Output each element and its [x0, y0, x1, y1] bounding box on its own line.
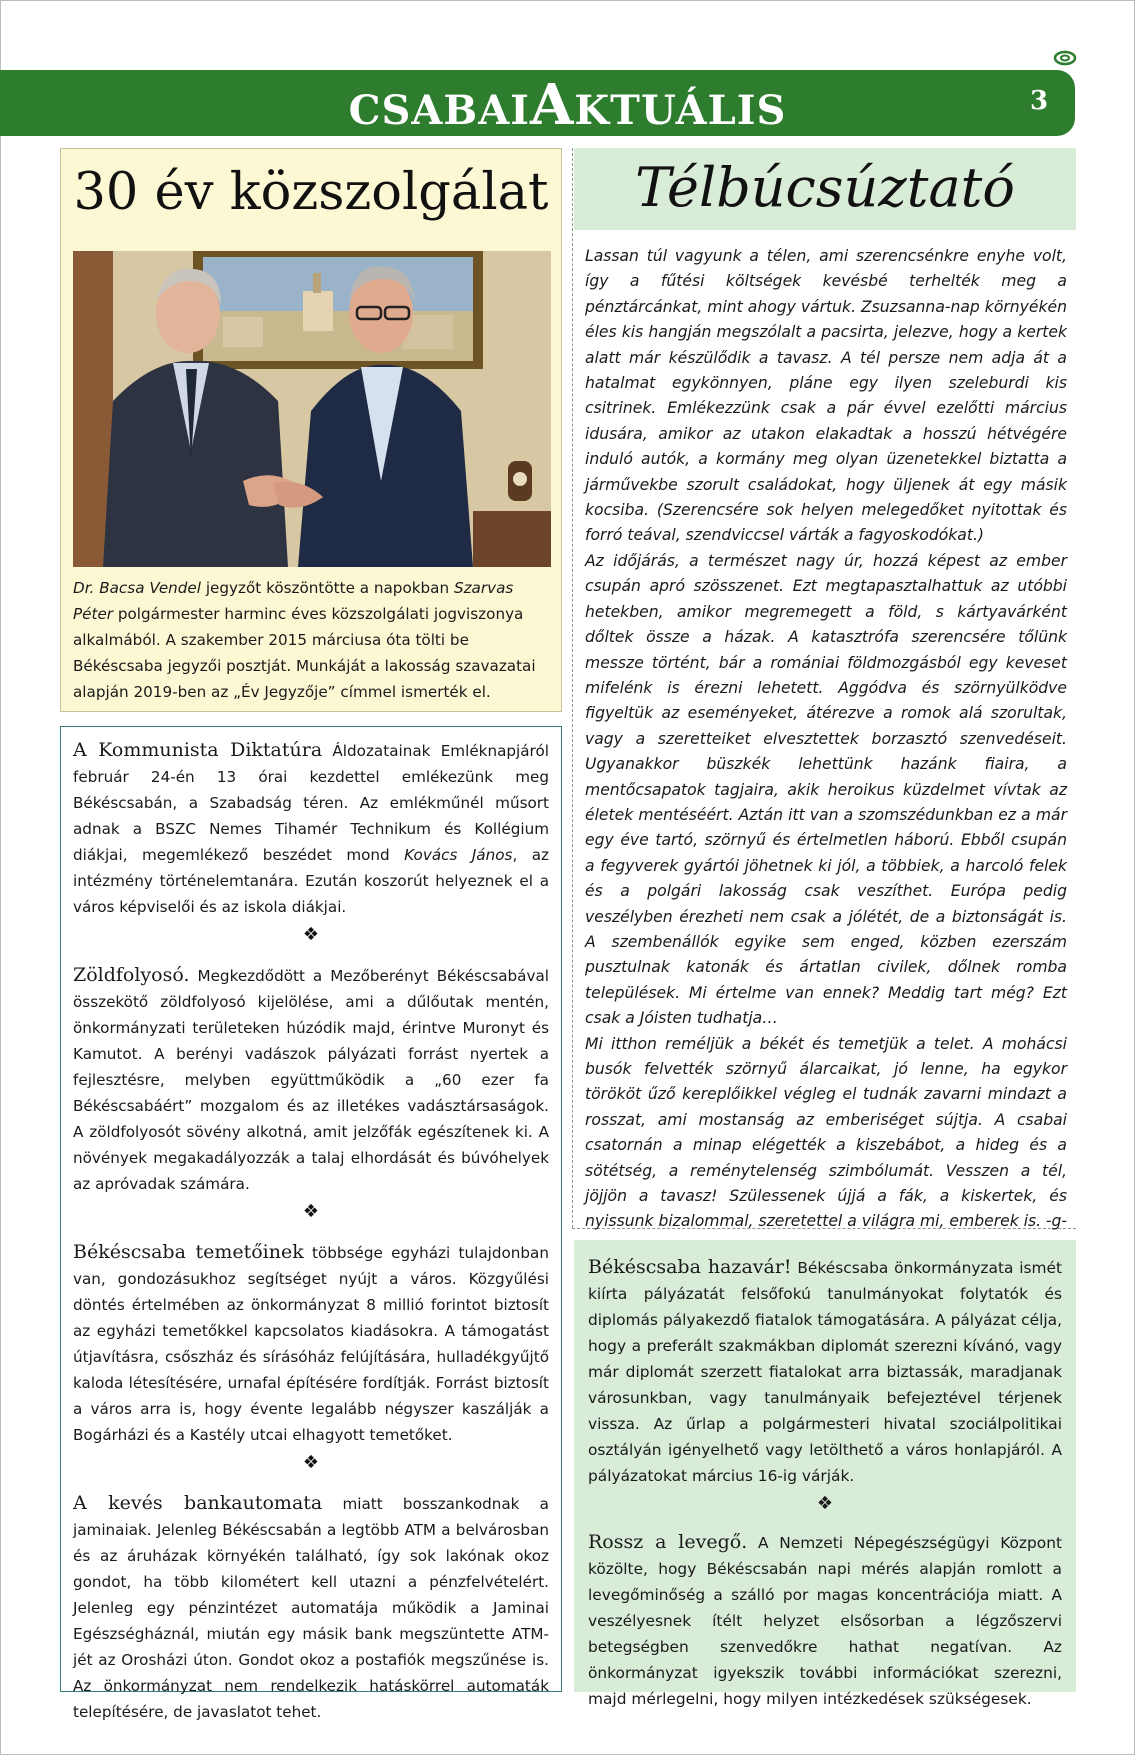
news-item-air-quality: Rossz a levegő. A Nemzeti Népegészségügyi Központ közölte, hogy Békéscsabán napi mérés alapján romlott a levegőminőség a szálló por magas koncentrációja miatt. A veszélyesnek ítélt helyzet elsősorban a légzőszervi betegségben szenvedőkre hathat negatívan. Az önkormányzat igyekszik további információkat szerezni, majd mérlegelni, hogy milyen intézkedések szükségesek.: [588, 1531, 1062, 1708]
news-item-cemeteries: Békéscsaba temetőinek többsége egyházi tulajdonban van, gondozásukhoz segítséget nyújt a város. Közgyűlési döntés értelmében az önkormányzat 8 millió forintot biztosít az egyházi temetőkkel kapcsolatos kiadásokra. A támogatást útjavításra, csőszház és sírásóház felújítására, hulladékgyűjtő kaloda létesítésére, urnafal építésére fordítják. Forrást biztosít a város arra is, hogy évente legalább négyszer kaszálják a Bogárházi és a Kastély utcai elhagyott temetőket.: [73, 1241, 549, 1444]
article-paragraph: Lassan túl vagyunk a télen, ami szerencsénkre enyhe volt, így a fűtési költségek kevésbé terhelték meg a pénztárcánkat, mint ahogy vártuk. Zsuzsanna-nap környékén éles kis hangján megszólalt a pacsirta, jelezve, hogy a kertek alatt már készülődik a tavasz. A tél persze nem adja át a hatalmat egykönnyen, pláne egy ilyen szeleburdi kis csitrinek. Emlékezzünk csak a pár évvel ezelőtti március idusára, amikor az utakon elakadtak a hosszú hétvégére induló autók, a kormány meg olyan üzenetekkel biztatta a járművekbe szorult családokat, hogy üljenek át egy másik kocsiba. (Szerencsére sok helyen melegedőket nyitottak és forró teával, szendviccsel várták a fagyoskodókat.): [585, 247, 1067, 545]
separator-ornament-icon: ❖: [816, 1493, 834, 1514]
handshake-photo: [73, 251, 551, 567]
article-title: Télbúcsúztató: [635, 156, 1015, 219]
article-paragraph: Az időjárás, a természet nagy úr, hozzá képest az ember csupán apró szösszenet. Ezt megtapasztalhattuk az utóbbi hetekben, amikor megremegett a föld, s kártyavárként dőltek össze a házak. A katasztrófa szerencsére tőlünk messze történt, bár a romániai földmozgásból egy keveset mifelénk is érezni lehetett. Aggódva és szörnyülködve figyeltük az eseményeket, átérezve a romok alá szorultak, vagy a szeretteiket elvesztettek borzasztó szenvedéseit. Ugyanakkor büszkék lehettünk hazánk fiaira, a mentőcsapatok tagjaira, akik heroikus küzdelmet vívtak az életek mentéséért. Aztán itt van a szomszédunkban ez a már egy éve tartó, szörnyű és értelmetlen háború. Ebből csupán a fegyverek gyártói jöhetnek ki jól, a többiek, a harcoló felek és a polgári lakosság csak veszíthet. Európa pedig veszélyben érezheti nem csak a jólétét, de a biztonságát is. A szembenállók egyike sem enged, közben ezerszám pusztulnak katonák és ártatlan civilek, dőlnek romba települések. Mi értelme van ennek? Meddig tart még? Ezt csak a Jóisten tudhatja…: [585, 551, 1067, 1028]
photo-caption: Dr. Bacsa Vendel jegyzőt köszöntötte a napokban Szarvas Péter polgármester harminc éves közszolgálati jogviszonya alkalmából. A szakember 2015 márciusa óta tölti be Békéscsaba jegyzői posztját. Munkáját a lakosság szavazatai alapján 2019-ben az „Év Jegyzője” címmel ismerték el.: [73, 579, 536, 701]
anniversary-box: [60, 148, 562, 712]
page-number: 3: [1030, 86, 1049, 116]
news-item-commemoration: A Kommunista Diktatúra Áldozatainak Emléknapjáról február 24-én 13 órai kezdettel emlékezünk meg Békéscsabán, a Szabadság téren. Az emlékműnél műsort adnak a BSZC Nemes Tihamér Technikum és Kollégium diákjai, megemlékező beszédet mond Kovács János, az intézmény történelemtanára. Ezután koszorút helyeznek el a város képviselői és az iskola diákjai.: [73, 739, 549, 916]
author-signature: -g-: [1045, 1212, 1067, 1231]
news-item-greenway: Zöldfolyosó. Megkezdődött a Mezőberényt Békéscsabával összekötő zöldfolyosó kijelölése, ami a dűlőutak mentén, önkormányzati területeken húzódik majd, érintve Muronyt és Kamutot. A berényi vadászok pályázati forrást nyertek a fejlesztésre, melyben együttműködik a „60 ezer fa Békéscsabáért” mozgalom és az illetékes vadásztársaságok. A zöldfolyosót sövény alkotná, amit jelzőfák egészítenek ki. A növények megakadályozzák a talaj elhordását és búvóhelyek az apróvadak számára.: [73, 964, 549, 1193]
article-body: [585, 244, 1067, 1235]
separator-ornament-icon: ❖: [302, 1201, 320, 1222]
anniversary-title: 30 év közszolgálat: [73, 163, 549, 222]
article-title-box: [574, 148, 1076, 230]
article-border: [572, 148, 573, 1228]
news-item-scholarship: Békéscsaba hazavár! Békéscsaba önkormányzata ismét kiírta pályázatát felsőfokú tanulmányokat folytatók és diplomás pályakezdő fiatalok támogatására. A pályázat célja, hogy a preferált szakmákban diplomát szerezni kívánó, vagy már diplomát szerzett fiatalokat arra biztassák, maradjanak városunkban, vagy tanulmányaik befejeztével térjenek vissza. Az űrlap a polgármesteri hivatal szociálpolitikai osztályán igényelhető vagy letölthető a város honlapjáról. A pályázatokat március 16-ig várják.: [588, 1256, 1062, 1485]
article-paragraph: Mi itthon reméljük a békét és temetjük a telet. A mohácsi busók felvették szörnyű álarcaikat, jó lenne, ha egykor törököt űző kereplőikkel végleg el tudnák zavarni mindazt a rosszat, ami mostanság az emberiséget sújtja. A csabai csatornán a minap elégették a kiszebábot, a hideg és a sötétség, a reménytelenség szimbólumát. Vesszen a tél, jöjjön a tavasz! Szülessenek újjá a fák, a kiskertek, és nyissunk bizalommal, szeretettel a világra mi, emberek is. -g-: [585, 1032, 1067, 1235]
news-box: [60, 726, 562, 1721]
separator-ornament-icon: ❖: [302, 1452, 320, 1473]
news-item-atm: A kevés bankautomata miatt bosszankodnak a jaminaiak. Jelenleg Békéscsabán a legtöbb ATM a belvárosban és az áruházak környékén található, így sok lakónak okoz gondot, ha több kilométert kell utazni a pénzfelvételért. Jelenleg egy pénzintézet automatája működik a Jaminai Egészségháznál, miután egy másik bank megszüntette ATM-jét az Orosházi úton. Gondot okoz a postafiók megszűnése is. Az önkormányzat nem rendelkezik hatáskörrel automaták telepítésére, de javaslatot tehet.: [73, 1492, 549, 1721]
separator-ornament-icon: ❖: [302, 924, 320, 945]
green-news-box: [574, 1240, 1076, 1708]
swirl-logo-icon: [1052, 48, 1078, 68]
masthead: CSABAIAKTUÁLIS: [348, 72, 787, 138]
